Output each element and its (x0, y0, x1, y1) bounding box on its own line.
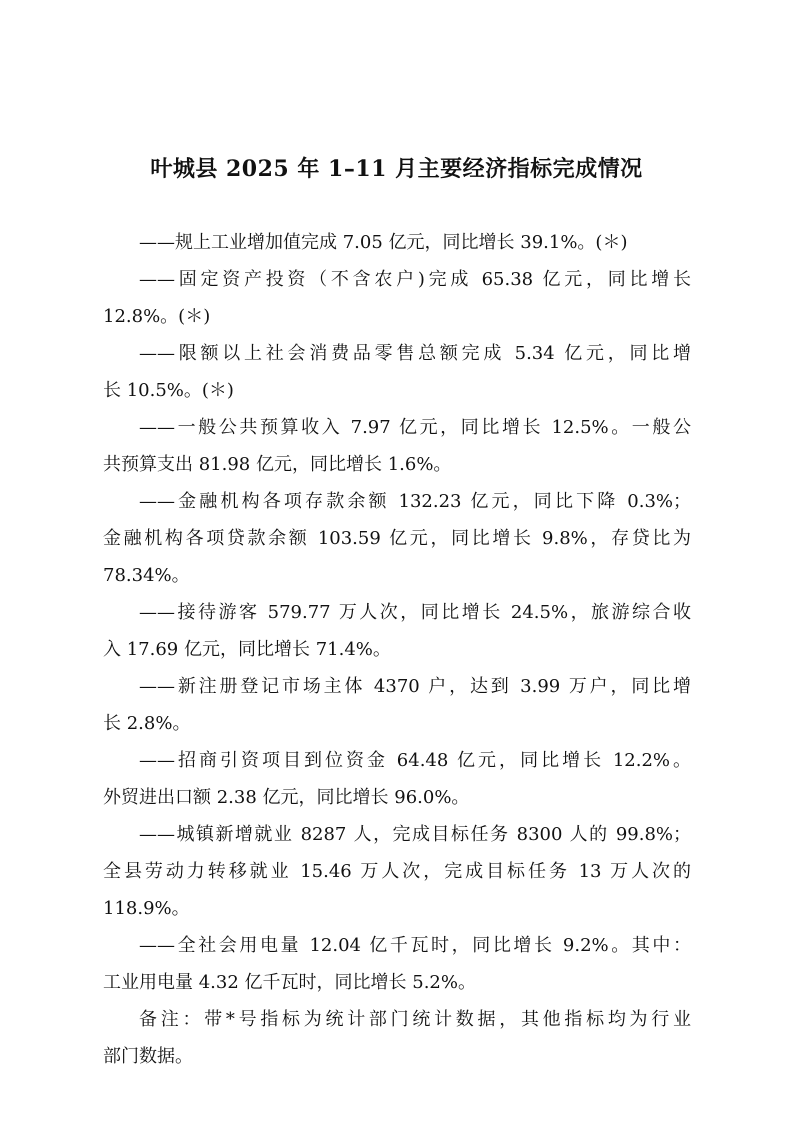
paragraph-line: ——金融机构各项存款余额 132.23 亿元，同比下降 0.3%； (139, 491, 691, 512)
paragraph (103, 927, 691, 1001)
paragraph-line: 金融机构各项贷款余额 103.59 亿元，同比增长 9.8%，存贷比为 (103, 528, 691, 549)
paragraph (103, 742, 691, 816)
paragraph-line: 长 2.8%。 (103, 713, 191, 734)
paragraph-line: 入 17.69 亿元，同比增长 71.4%。 (103, 639, 391, 660)
paragraph-line: ——招商引资项目到位资金 64.48 亿元，同比增长 12.2%。 (139, 750, 691, 771)
paragraph (103, 483, 691, 594)
paragraph-line: 工业用电量 4.32 亿千瓦时，同比增长 5.2%。 (103, 972, 476, 993)
paragraph-line: ——一般公共预算收入 7.97 亿元，同比增长 12.5%。一般公 (139, 417, 691, 438)
paragraph-line: 118.9%。 (103, 898, 190, 919)
paragraph-line: 长 10.5%。(＊) (103, 380, 234, 401)
paragraph (103, 224, 691, 261)
paragraph-line: 共预算支出 81.98 亿元，同比增长 1.6%。 (103, 454, 452, 475)
document-body (103, 224, 691, 1075)
paragraph-line: 部门数据。 (103, 1046, 193, 1067)
paragraph (103, 261, 691, 335)
paragraph-line: ——城镇新增就业 8287 人，完成目标任务 8300 人的 99.8%； (139, 824, 691, 845)
paragraph-line: 外贸进出口额 2.38 亿元，同比增长 96.0%。 (103, 787, 470, 808)
paragraph-line: ——限额以上社会消费品零售总额完成 5.34 亿元，同比增 (139, 343, 691, 364)
paragraph-line: ——固定资产投资（不含农户)完成 65.38 亿元，同比增长 (139, 269, 691, 290)
paragraph (103, 594, 691, 668)
paragraph-line: 备注：带*号指标为统计部门统计数据，其他指标均为行业 (139, 1009, 691, 1030)
paragraph-line: 78.34%。 (103, 565, 190, 586)
paragraph (103, 335, 691, 409)
paragraph (103, 1001, 691, 1075)
paragraph (103, 409, 691, 483)
paragraph-line: ——接待游客 579.77 万人次，同比增长 24.5%，旅游综合收 (139, 602, 691, 623)
document-title: 叶城县 2025 年 1–11 月主要经济指标完成情况 (150, 156, 643, 182)
paragraph-line: ——新注册登记市场主体 4370 户，达到 3.99 万户，同比增 (139, 676, 691, 697)
paragraph-line: ——规上工业增加值完成 7.05 亿元，同比增长 39.1%。(＊) (139, 232, 628, 253)
paragraph-line: ——全社会用电量 12.04 亿千瓦时，同比增长 9.2%。其中： (139, 935, 691, 956)
paragraph (103, 668, 691, 742)
paragraph (103, 816, 691, 927)
paragraph-line: 全县劳动力转移就业 15.46 万人次，完成目标任务 13 万人次的 (103, 861, 691, 882)
paragraph-line: 12.8%。(＊) (103, 306, 211, 327)
